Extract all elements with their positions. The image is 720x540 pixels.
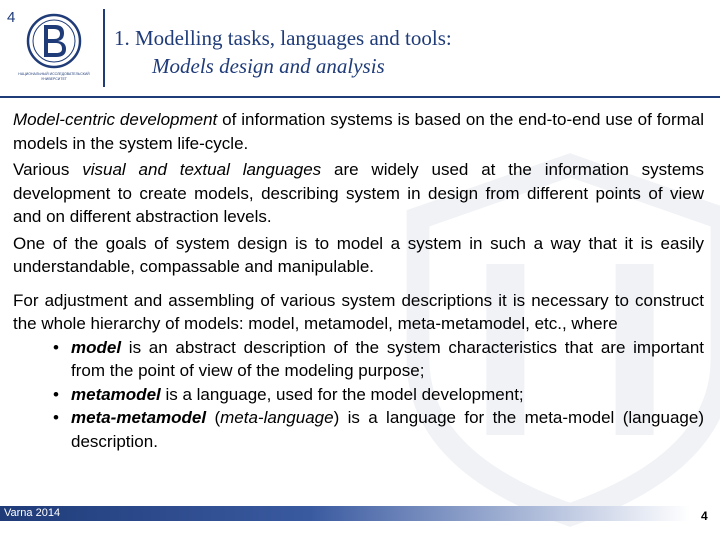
list-item (71, 406, 704, 453)
definition-list (13, 336, 704, 454)
title-line-2: Models design and analysis (152, 54, 385, 78)
emphasis-model-centric: Model-centric development (13, 110, 218, 129)
footer-bar (0, 506, 690, 521)
term-metamodel: metamodel (71, 384, 161, 404)
term-meta-language: meta-language (220, 408, 334, 427)
emphasis-languages: visual and textual languages (82, 160, 322, 179)
paragraph-design-goal: One of the goals of system design is to model a system in such a way that it is easily understandable, compassable and manipulable. (13, 233, 704, 276)
paragraph-hierarchy: For adjustment and assembling of various system descriptions it is necessary to construct the whole hierarchy of models: model, metamodel, meta-metamodel, etc., where (13, 290, 704, 333)
paragraph-2-text: are widely used at the information systems development to create models, describing system in design from different points of view and on different abstraction levels. (13, 160, 705, 226)
paragraph-languages (13, 158, 704, 229)
paragraph-2-lead: Various (13, 160, 83, 179)
term-model: model (71, 337, 122, 357)
slide-body (13, 108, 704, 453)
paragraph-model-centric (13, 108, 704, 155)
page-number: 4 (701, 509, 708, 523)
paragraph-1-text: of information systems is based on the end-to-end use of formal models in the system life-cycle. (13, 110, 704, 153)
header-divider-horizontal (0, 96, 720, 98)
slide-number-top: 4 (7, 9, 16, 26)
term-separator: ( (206, 408, 221, 427)
term-meta-metamodel: meta-metamodel (71, 408, 207, 427)
definition-metamodel: is a language, used for the model development; (160, 384, 524, 404)
footer-label: Varna 2014 (4, 507, 61, 519)
title-line-1: 1. Modelling tasks, languages and tools: (114, 26, 452, 50)
slide-title (114, 24, 452, 80)
header-divider-vertical (103, 9, 105, 87)
university-logo-caption: НАЦИОНАЛЬНЫЙ ИССЛЕДОВАТЕЛЬСКИЙ УНИВЕРСИТЕТ (18, 72, 90, 81)
definition-model: is an abstract description of the system characteristics that are important from the point of view of the modeling purpose; (71, 337, 704, 380)
list-item (71, 383, 704, 407)
list-item (71, 336, 704, 383)
definition-meta-metamodel: ) is a language for the meta-model (language) description. (71, 408, 704, 451)
